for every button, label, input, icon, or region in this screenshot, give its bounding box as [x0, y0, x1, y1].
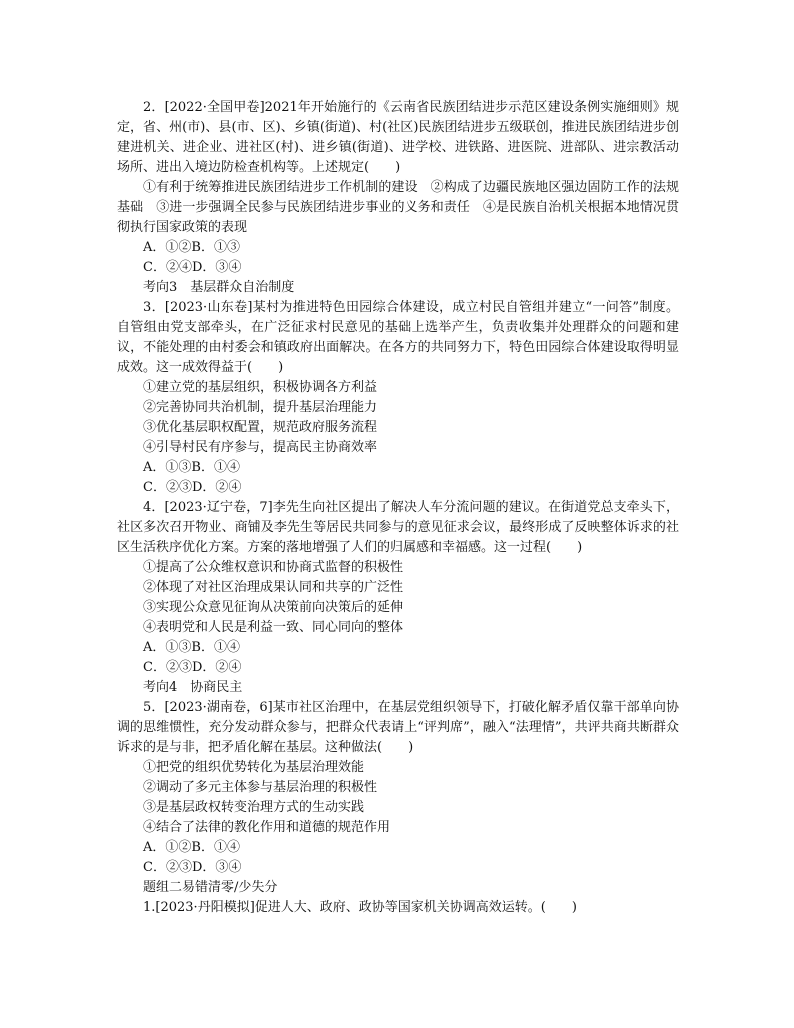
question-4-statement-3: ③实现公众意见征询从决策前向决策后的延伸	[143, 600, 404, 615]
question-4-statement-2: ②体现了对社区治理成果认同和共享的广泛性	[143, 580, 404, 595]
question-5-options-ab: A．①②B．①④	[143, 840, 240, 855]
question-3-statement-2: ②完善协同共治机制，提升基层治理能力	[143, 400, 378, 415]
question-3-statement-4: ④引导村民有序参与，提高民主协商效率	[143, 440, 378, 455]
question-3-statement-3: ③优化基层职权配置，规范政府服务流程	[143, 420, 378, 435]
question-5-statement-2: ②调动了多元主体参与基层治理的积极性	[143, 780, 378, 795]
error-item-1: 1.[2023·丹阳模拟]促进人大、政府、政协等国家机关协调高效运转。( )	[143, 900, 577, 915]
question-2-options-ab: A．①②B．①③	[143, 240, 240, 255]
question-3-options-ab: A．①③B．①④	[143, 460, 240, 475]
question-4-statement-4: ④表明党和人民是利益一致、同心同向的整体	[143, 620, 404, 635]
group-heading-2: 题组二易错清零/少失分	[143, 880, 278, 895]
question-5-statement-4: ④结合了法律的教化作用和道德的规范作用	[143, 820, 391, 835]
question-5-stem: 5．[2023·湖南卷，6]某市社区治理中，在基层党组织领导下，打破化解矛盾仅靠干部单向协调的思维惯性，充分发动群众参与，把群众代表请上“评判席”，融入“法理情”，共评共商共断群众诉求的是与非，把矛盾化解在基层。这种做法( )	[117, 700, 679, 755]
section-heading-4: 考向4 协商民主	[143, 680, 243, 695]
section-heading-3: 考向3 基层群众自治制度	[143, 280, 295, 295]
question-4-options-cd: C．②③D．②④	[143, 660, 242, 675]
question-5-options-cd: C．②③D．③④	[143, 860, 242, 875]
question-5-statement-1: ①把党的组织优势转化为基层治理效能	[143, 760, 365, 775]
question-4-stem: 4．[2023·辽宁卷，7]李先生向社区提出了解决人车分流问题的建议。在街道党总支牵头下，社区多次召开物业、商铺及李先生等居民共同参与的意见征求会议，最终形成了反映整体诉求的社区生活秩序优化方案。方案的落地增强了人们的归属感和幸福感。这一过程( )	[117, 500, 679, 555]
question-3-options-cd: C．②③D．②④	[143, 480, 242, 495]
question-2-statements: ①有利于统筹推进民族团结进步工作机制的建设 ②构成了边疆民族地区强边固防工作的法规基础 ③进一步强调全民参与民族团结进步事业的义务和责任 ④是民族自治机关根据本地情况贯彻执行国家政策的表现	[117, 180, 679, 235]
question-3-statement-1: ①建立党的基层组织，积极协调各方利益	[143, 380, 378, 395]
question-4-options-ab: A．①③B．①④	[143, 640, 240, 655]
question-3-stem: 3．[2023·山东卷]某村为推进特色田园综合体建设，成立村民自管组并建立“一问答”制度。自管组由党支部牵头，在广泛征求村民意见的基础上选举产生，负责收集并处理群众的问题和建议，不能处理的由村委会和镇政府出面解决。在各方的共同努力下，特色田园综合体建设取得明显成效。这一成效得益于( )	[117, 300, 679, 375]
question-2-options-cd: C．②④D．③④	[143, 260, 242, 275]
question-4-statement-1: ①提高了公众维权意识和协商式监督的积极性	[143, 560, 404, 575]
question-5-statement-3: ③是基层政权转变治理方式的生动实践	[143, 800, 365, 815]
worksheet-page	[117, 98, 679, 918]
question-2-stem: 2．[2022·全国甲卷]2021年开始施行的《云南省民族团结进步示范区建设条例实施细则》规定，省、州(市)、县(市、区)、乡镇(街道)、村(社区)民族团结进步五级联创，推进民族团结进步创建进机关、进企业、进社区(村)、进乡镇(街道)、进学校、进铁路、进医院、进部队、进宗教活动场所、进出入境边防检查机构等。上述规定( )	[117, 100, 679, 175]
